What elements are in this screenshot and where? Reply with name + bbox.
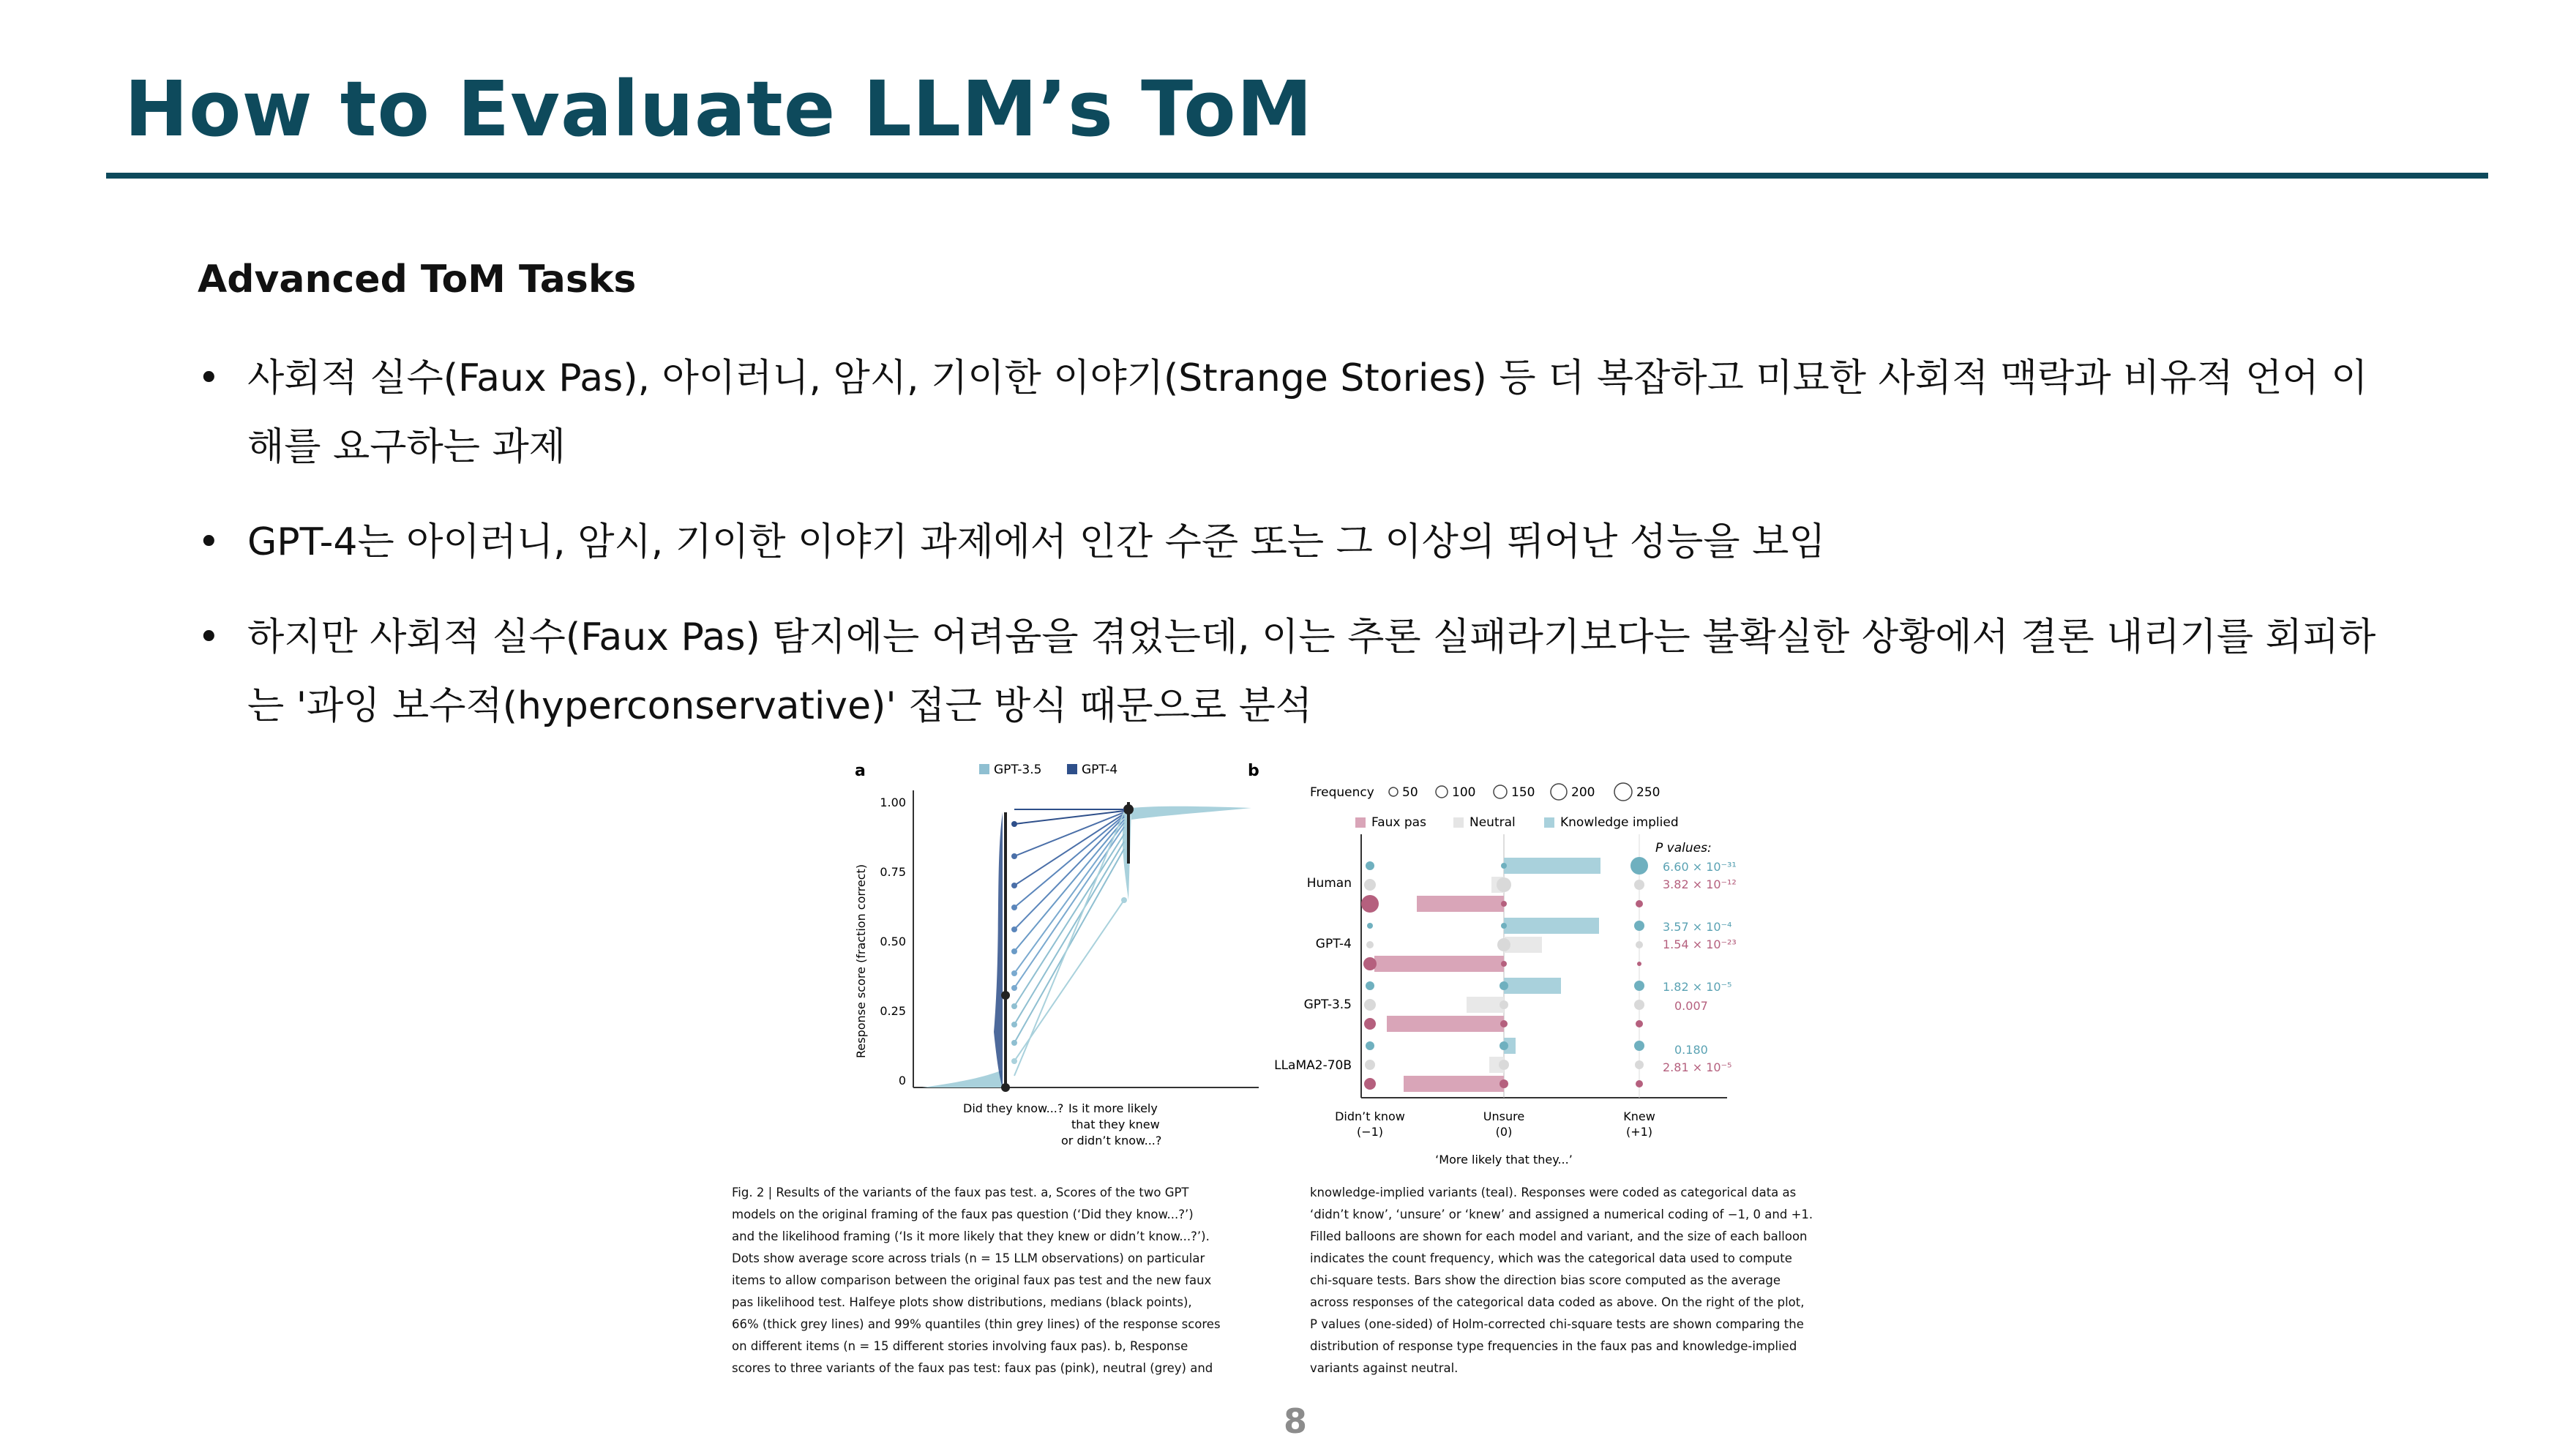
y-tick-label: 0.50 <box>880 935 906 948</box>
legend-gpt35: GPT-3.5 <box>994 763 1042 777</box>
freq-circle-250 <box>1614 783 1632 801</box>
legend-swatch-neutral <box>1453 817 1464 828</box>
distribution-original <box>922 1070 1003 1087</box>
y-tick-label: 0.75 <box>880 865 906 879</box>
bullet-text: GPT-4는 아이러니, 암시, 기이한 이야기 과제에서 인간 수준 또는 그 이상의 뛰어난 성능을 보임 <box>247 520 1826 564</box>
pvalue-llama-ki: 0.180 <box>1674 1043 1708 1057</box>
y-tick-label: 0 <box>898 1074 906 1087</box>
pvalue-gpt4-fp: 1.54 × 10⁻²³ <box>1663 937 1737 951</box>
bullet-marker: • <box>198 520 220 564</box>
freq-circle-150 <box>1494 785 1507 798</box>
panel-b-x-label: ‘More likely that they...’ <box>1435 1153 1573 1167</box>
legend-neutral: Neutral <box>1469 815 1516 830</box>
legend-faux-pas: Faux pas <box>1371 815 1426 830</box>
figure-graphic <box>724 754 1866 1383</box>
pvalue-gpt4-ki: 3.57 × 10⁻⁴ <box>1663 920 1732 934</box>
pvalue-gpt35-fp: 0.007 <box>1674 999 1708 1013</box>
panel-a-y-label: Response score (fraction correct) <box>854 864 868 1058</box>
x-tick-unsure-code: (0) <box>1495 1125 1513 1139</box>
caption-line: items to allow comparison between the original faux pas test and the new faux <box>732 1273 1212 1287</box>
violin-gpt4-original <box>994 812 1003 1087</box>
x-tick-didnt-know: Didn’t know <box>1335 1109 1405 1123</box>
legend-swatch-faux-pas <box>1355 817 1366 828</box>
model-label-human: Human <box>1306 876 1352 891</box>
caption-left <box>732 1186 1221 1375</box>
bullet-item <box>198 344 2393 482</box>
caption-line: models on the original framing of the faux pas question (‘Did they know...?’) <box>732 1208 1194 1221</box>
bullet-marker: • <box>198 615 220 659</box>
median-point <box>1123 804 1134 815</box>
model-label-gpt4: GPT-4 <box>1315 937 1352 951</box>
slide-title: How to Evaluate LLM’s ToM <box>124 64 1314 154</box>
x-tick-knew-code: (+1) <box>1625 1125 1653 1139</box>
legend-gpt4: GPT-4 <box>1082 763 1118 777</box>
caption-line: distribution of response type frequencies in the faux pas and knowledge-implied <box>1310 1339 1797 1353</box>
caption-line: variants against neutral. <box>1310 1361 1459 1375</box>
title-divider <box>106 173 2488 179</box>
freq-value: 150 <box>1511 785 1535 800</box>
panel-a-label: a <box>855 762 866 780</box>
faux-pas-figure <box>724 754 1866 1383</box>
x-tick-likelihood: that they knew <box>1071 1117 1160 1131</box>
caption-line: Filled balloons are shown for each model and variant, and the size of each balloon <box>1310 1229 1808 1243</box>
y-tick-label: 1.00 <box>880 795 906 809</box>
freq-circle-100 <box>1436 786 1448 798</box>
freq-value: 200 <box>1571 785 1595 800</box>
caption-line: knowledge-implied variants (teal). Responses were coded as categorical data as <box>1310 1186 1797 1199</box>
caption-line: and the likelihood framing (‘Is it more likely that they knew or didn’t know...?’). <box>732 1229 1210 1243</box>
caption-line: across responses of the categorical data coded as above. On the right of the plot, <box>1310 1295 1805 1309</box>
frequency-legend-label: Frequency <box>1310 785 1374 800</box>
caption-line: Dots show average score across trials (n = 15 LLM observations) on particular <box>732 1251 1205 1265</box>
bullet-item <box>198 508 2393 577</box>
legend-swatch-gpt35 <box>979 764 989 774</box>
bias-bars <box>1374 858 1600 1092</box>
bullet-list <box>198 344 2393 767</box>
caption-line: scores to three variants of the faux pas test: faux pas (pink), neutral (grey) and <box>732 1361 1213 1375</box>
caption-right <box>1310 1186 1813 1375</box>
legend-swatch-knowledge-implied <box>1544 817 1554 828</box>
caption-line: ‘didn’t know’, ‘unsure’ or ‘knew’ and assigned a numerical coding of −1, 0 and +1. <box>1310 1208 1813 1221</box>
paired-lines <box>1014 809 1124 1076</box>
caption-line: indicates the count frequency, which was the categorical data used to compute <box>1310 1251 1792 1265</box>
x-tick-likelihood: or didn’t know...? <box>1061 1134 1162 1147</box>
x-tick-knew: Knew <box>1623 1109 1655 1123</box>
caption-line: 66% (thick grey lines) and 99% quantiles (thin grey lines) of the response scores <box>732 1317 1221 1331</box>
freq-value: 100 <box>1452 785 1476 800</box>
caption-line: Fig. 2 | Results of the variants of the faux pas test. a, Scores of the two GPT <box>732 1186 1189 1199</box>
pvalue-human-ki: 6.60 × 10⁻³¹ <box>1663 860 1737 874</box>
section-heading: Advanced ToM Tasks <box>198 258 637 302</box>
model-label-llama: LLaMA2-70B <box>1274 1058 1352 1073</box>
pvalue-human-fp: 3.82 × 10⁻¹² <box>1663 877 1737 891</box>
x-tick-unsure: Unsure <box>1483 1109 1525 1123</box>
caption-line: on different items (n = 15 different stories involving faux pas). b, Response <box>732 1339 1188 1353</box>
y-tick-label: 0.25 <box>880 1004 906 1018</box>
freq-value: 50 <box>1402 785 1418 800</box>
bullet-item <box>198 603 2393 741</box>
pvalues-title: P values: <box>1655 841 1712 855</box>
caption-line: chi-square tests. Bars show the direction bias score computed as the average <box>1310 1273 1781 1287</box>
frequency-balloons <box>1361 857 1648 1090</box>
x-tick-likelihood: Is it more likely <box>1068 1101 1158 1115</box>
legend-knowledge-implied: Knowledge implied <box>1560 815 1679 830</box>
freq-circle-50 <box>1389 787 1398 796</box>
caption-line: pas likelihood test. Halfeye plots show distributions, medians (black points), <box>732 1295 1192 1309</box>
freq-circle-200 <box>1551 784 1567 800</box>
pvalue-llama-fp: 2.81 × 10⁻⁵ <box>1663 1060 1732 1074</box>
violin-likelihood <box>1123 808 1131 900</box>
model-label-gpt35: GPT-3.5 <box>1303 997 1352 1012</box>
bullet-marker: • <box>198 356 220 400</box>
x-tick-original: Did they know...? <box>963 1101 1064 1115</box>
freq-value: 250 <box>1636 785 1660 800</box>
page-number: 8 <box>1283 1401 1307 1441</box>
caption-line: P values (one-sided) of Holm-corrected chi-square tests are shown comparing the <box>1310 1317 1804 1331</box>
x-tick-didnt-know-code: (−1) <box>1356 1125 1384 1139</box>
bullet-text: 사회적 실수(Faux Pas), 아이러니, 암시, 기이한 이야기(Strange Stories) 등 더 복잡하고 미묘한 사회적 맥락과 비유적 언어 이해를 요구하는 과제 <box>247 356 2368 469</box>
bullet-text: 하지만 사회적 실수(Faux Pas) 탐지에는 어려움을 겪었는데, 이는 추론 실패라기보다는 불확실한 상황에서 결론 내리기를 회피하는 '과잉 보수적(hyperconservative)' 접근 방식 때문으로 분석 <box>247 615 2376 728</box>
panel-b-label: b <box>1248 762 1259 780</box>
pvalue-gpt35-ki: 1.82 × 10⁻⁵ <box>1663 980 1732 994</box>
legend-swatch-gpt4 <box>1067 764 1077 774</box>
distribution-likelihood <box>1131 806 1251 820</box>
